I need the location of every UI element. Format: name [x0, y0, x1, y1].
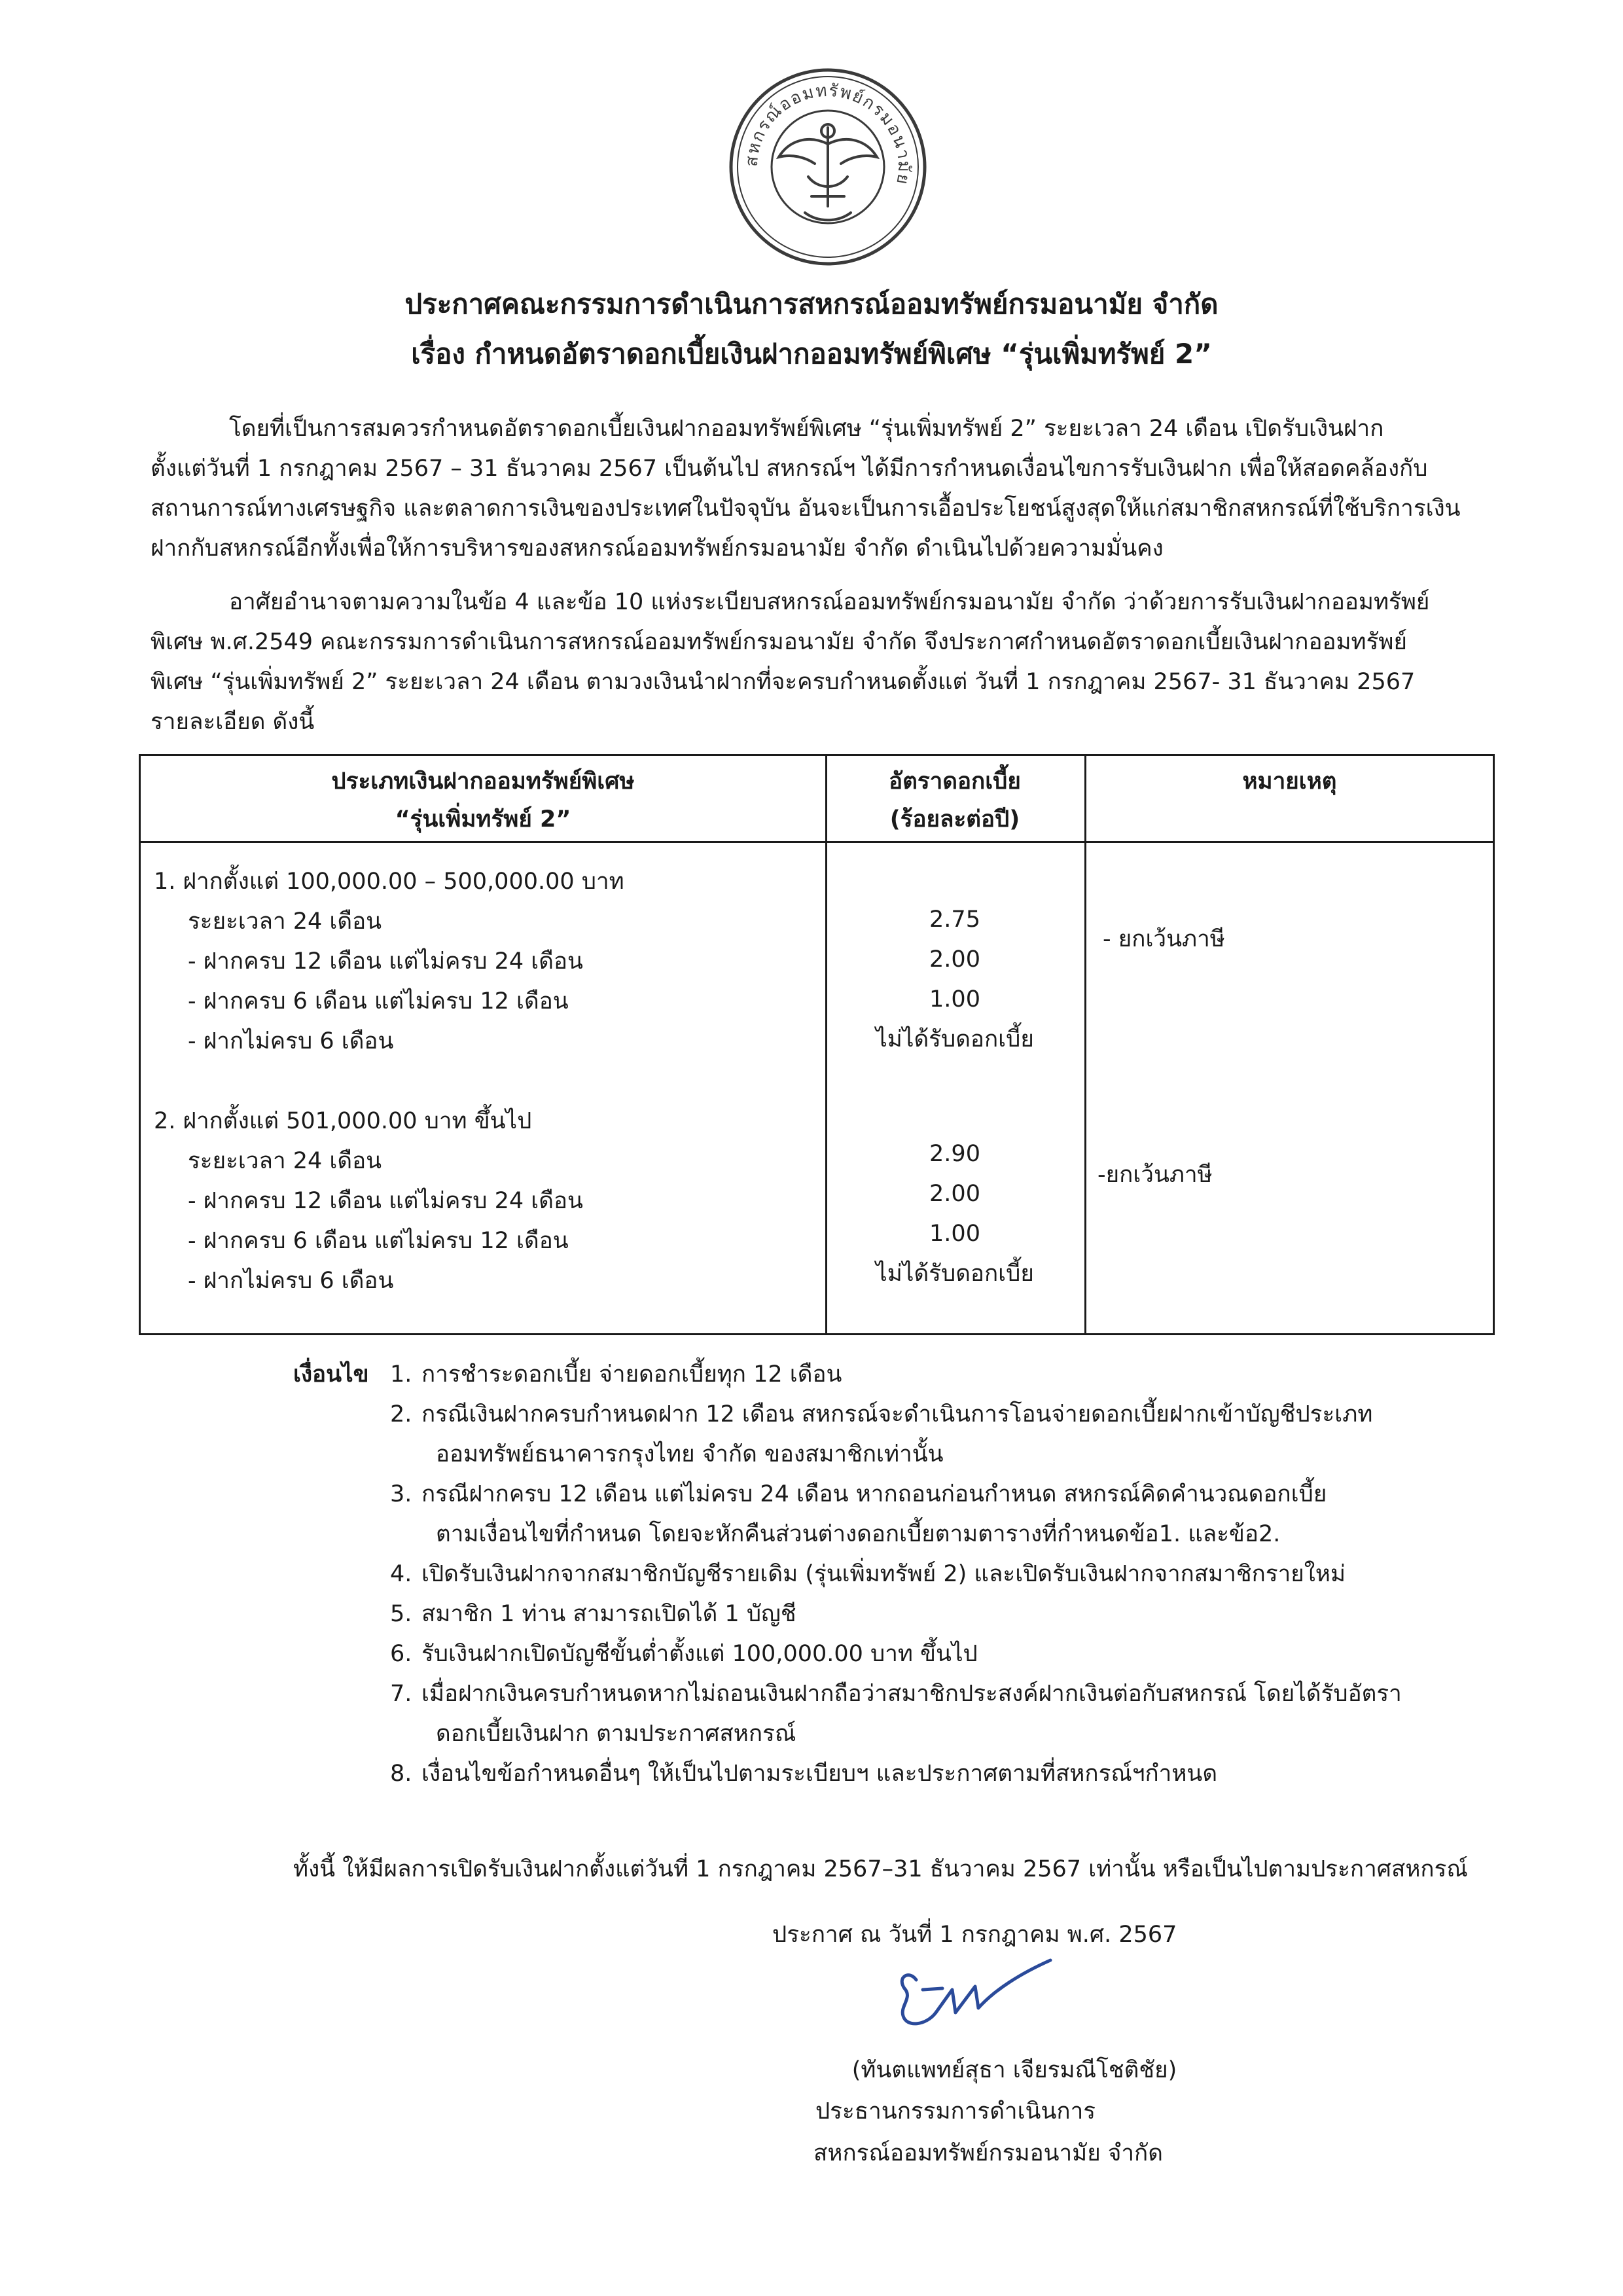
authority-paragraph — [151, 583, 1499, 742]
table-cell-line: - ฝากไม่ครบ 6 เดือน — [188, 1268, 394, 1294]
header-deposit-type — [141, 762, 825, 838]
rate-value: 2.75 — [929, 906, 980, 933]
condition-number: 2. — [390, 1401, 412, 1427]
condition-text: การชำระดอกเบี้ย จ่ายดอกเบี้ยทุก 12 เดือน — [421, 1361, 842, 1388]
table-cell-line: - ฝากครบ 12 เดือน แต่ไม่ครบ 24 เดือน — [188, 1188, 583, 1214]
header-text: หมายเหตุ — [1242, 768, 1337, 795]
table-cell-line: 2. ฝากตั้งแต่ 501,000.00 บาท ขึ้นไป — [154, 1108, 532, 1134]
header-text: “รุ่นเพิ่มทรัพย์ 2” — [395, 806, 571, 833]
table-cell-line: 1. ฝากตั้งแต่ 100,000.00 – 500,000.00 บาท — [154, 869, 624, 895]
condition-number: 8. — [390, 1761, 412, 1787]
header-text: ประเภทเงินฝากออมทรัพย์พิเศษ — [331, 768, 635, 795]
condition-number: 4. — [390, 1561, 412, 1587]
condition-number: 7. — [390, 1681, 412, 1707]
rate-value: 1.00 — [929, 1221, 980, 1247]
paragraph-line: สถานการณ์ทางเศรษฐกิจ และตลาดการเงินของประเทศในปัจจุบัน อันจะเป็นการเอื้อประโยชน์สูงสุดให้แก่สมาชิกสหกรณ์ที่ใช้บริการเงิน — [151, 495, 1461, 522]
signer-organization: สหกรณ์ออมทรัพย์กรมอนามัย จำกัด — [813, 2140, 1163, 2166]
table-cell-line: ระยะเวลา 24 เดือน — [188, 908, 382, 935]
table-cell-line: - ฝากครบ 12 เดือน แต่ไม่ครบ 24 เดือน — [188, 948, 583, 975]
paragraph-line: พิเศษ “รุ่นเพิ่มทรัพย์ 2” ระยะเวลา 24 เดือน ตามวงเงินนำฝากที่จะครบกำหนดตั้งแต่ วันที่ 1 กรกฎาคม 2567- 31 ธันวาคม 2567 — [151, 669, 1416, 695]
condition-number: 6. — [390, 1641, 412, 1667]
header-interest-rate — [825, 762, 1084, 838]
table-cell-line: - ฝากครบ 6 เดือน แต่ไม่ครบ 12 เดือน — [188, 988, 569, 1014]
signer-position: ประธานกรรมการดำเนินการ — [815, 2098, 1096, 2125]
table-cell-line: - ฝากครบ 6 เดือน แต่ไม่ครบ 12 เดือน — [188, 1228, 569, 1254]
condition-text: รับเงินฝากเปิดบัญชีขั้นต่ำตั้งแต่ 100,000.00 บาท ขึ้นไป — [421, 1641, 978, 1667]
condition-continuation — [293, 1435, 1537, 1475]
paragraph-line: พิเศษ พ.ศ.2549 คณะกรรมการดำเนินการสหกรณ์ออมทรัพย์กรมอนามัย จำกัด จึงประกาศกำหนดอัตราดอกเบี้ยเงินฝากออมทรัพย์ — [151, 629, 1408, 655]
condition-item — [293, 1674, 1537, 1714]
condition-item — [293, 1395, 1537, 1435]
rate-value: ไม่ได้รับดอกเบี้ย — [876, 1026, 1034, 1052]
condition-text: เปิดรับเงินฝากจากสมาชิกบัญชีรายเดิม (รุ่นเพิ่มทรัพย์ 2) และเปิดรับเงินฝากจากสมาชิกรายใหม่ — [421, 1561, 1346, 1587]
table-cell-line: - ฝากไม่ครบ 6 เดือน — [188, 1028, 394, 1054]
cooperative-seal-icon — [726, 65, 929, 268]
header-note — [1084, 762, 1495, 800]
paragraph-line: ตั้งแต่วันที่ 1 กรกฎาคม 2567 – 31 ธันวาคม 2567 เป็นต้นไป สหกรณ์ฯ ได้มีการกำหนดเงื่อนไขการรับเงินฝาก เพื่อให้สอดคล้องกับ — [151, 456, 1428, 482]
condition-text: กรณีเงินฝากครบกำหนดฝาก 12 เดือน สหกรณ์จะดำเนินการโอนจ่ายดอกเบี้ยฝากเข้าบัญชีประเภท — [421, 1401, 1373, 1427]
rate-value: ไม่ได้รับดอกเบี้ย — [876, 1261, 1034, 1287]
condition-text: ดอกเบี้ยเงินฝาก ตามประกาศสหกรณ์ — [436, 1721, 796, 1747]
condition-text: ออมทรัพย์ธนาคารกรุงไทย จำกัด ของสมาชิกเท่านั้น — [436, 1441, 944, 1467]
rate-value: 2.90 — [929, 1141, 980, 1167]
condition-item — [293, 1754, 1537, 1794]
intro-paragraph — [151, 409, 1499, 569]
table-row-1-rates — [825, 900, 1084, 1060]
table-divider — [141, 841, 1493, 843]
condition-item — [293, 1554, 1537, 1594]
rate-value: 2.00 — [929, 1181, 980, 1207]
conditions-label: เงื่อนไข — [293, 1361, 369, 1388]
condition-number: 3. — [390, 1481, 412, 1507]
condition-text: เมื่อฝากเงินครบกำหนดหากไม่ถอนเงินฝากถือว่าสมาชิกประสงค์ฝากเงินต่อกับสหกรณ์ โดยได้รับอัตรา — [421, 1681, 1402, 1707]
paragraph-line: ฝากกับสหกรณ์อีกทั้งเพื่อให้การบริหารของสหกรณ์ออมทรัพย์กรมอนามัย จำกัด ดำเนินไปด้วยความมั่นคง — [151, 535, 1164, 562]
effective-period-statement: ทั้งนี้ ให้มีผลการเปิดรับเงินฝากตั้งแต่วันที่ 1 กรกฎาคม 2567–31 ธันวาคม 2567 เท่านั้น หรือเป็นไปตามประกาศสหกรณ์ — [293, 1856, 1468, 1882]
table-row-1-type — [154, 862, 624, 1062]
paragraph-line: อาศัยอำนาจตามความในข้อ 4 และข้อ 10 แห่งระเบียบสหกรณ์ออมทรัพย์กรมอนามัย จำกัด ว่าด้วยการรับเงินฝากออมทรัพย์ — [229, 589, 1430, 615]
condition-text: กรณีฝากครบ 12 เดือน แต่ไม่ครบ 24 เดือน หากถอนก่อนกำหนด สหกรณ์คิดคำนวณดอกเบี้ย — [421, 1481, 1327, 1507]
condition-number: 1. — [390, 1361, 412, 1388]
signer-name: (ทันตแพทย์สุธา เจียรมณีโชติชัย) — [851, 2057, 1177, 2083]
condition-text: สมาชิก 1 ท่าน สามารถเปิดได้ 1 บัญชี — [421, 1601, 796, 1627]
announcement-subject: เรื่อง กำหนดอัตราดอกเบี้ยเงินฝากออมทรัพย์พิเศษ “รุ่นเพิ่มทรัพย์ 2” — [411, 338, 1212, 370]
condition-text: ตามเงื่อนไขที่กำหนด โดยจะหักคืนส่วนต่างดอกเบี้ยตามตารางที่กำหนดข้อ1. และข้อ2. — [436, 1521, 1281, 1547]
condition-item — [293, 1475, 1537, 1515]
condition-item — [293, 1594, 1537, 1634]
table-cell-line: ระยะเวลา 24 เดือน — [188, 1148, 382, 1174]
condition-item — [293, 1634, 1537, 1674]
paragraph-line: โดยที่เป็นการสมควรกำหนดอัตราดอกเบี้ยเงินฝากออมทรัพย์พิเศษ “รุ่นเพิ่มทรัพย์ 2” ระยะเวลา 24 เดือน เปิดรับเงินฝาก — [229, 416, 1384, 442]
paragraph-line: รายละเอียด ดังนี้ — [151, 709, 315, 735]
svg-text:สหกรณ์ออมทรัพย์กรมอนามัย: สหกรณ์ออมทรัพย์กรมอนามัย — [741, 81, 914, 187]
announcement-title: ประกาศคณะกรรมการดำเนินการสหกรณ์ออมทรัพย์กรมอนามัย จำกัด — [404, 288, 1219, 320]
header-text: อัตราดอกเบี้ย — [889, 768, 1021, 795]
rate-value: 2.00 — [929, 946, 980, 973]
table-row-2-rates — [825, 1134, 1084, 1294]
header-text: (ร้อยละต่อปี) — [889, 806, 1020, 833]
interest-rate-table — [139, 754, 1495, 1335]
condition-continuation — [293, 1515, 1537, 1554]
condition-text: เงื่อนไขข้อกำหนดอื่นๆ ให้เป็นไปตามระเบียบฯ และประกาศตามที่สหกรณ์ฯกำหนด — [421, 1761, 1218, 1787]
rate-value: 1.00 — [929, 986, 980, 1013]
condition-continuation — [293, 1714, 1537, 1754]
table-row-1-note: - ยกเว้นภาษี — [1103, 926, 1225, 952]
table-row-2-type — [154, 1102, 583, 1301]
announcement-date: ประกาศ ณ วันที่ 1 กรกฎาคม พ.ศ. 2567 — [772, 1922, 1177, 1948]
condition-item — [293, 1355, 1537, 1395]
conditions-list — [293, 1355, 1537, 1794]
handwritten-signature-icon — [890, 1950, 1060, 2036]
table-row-2-note: -ยกเว้นภาษี — [1097, 1162, 1213, 1188]
condition-number: 5. — [390, 1601, 412, 1627]
